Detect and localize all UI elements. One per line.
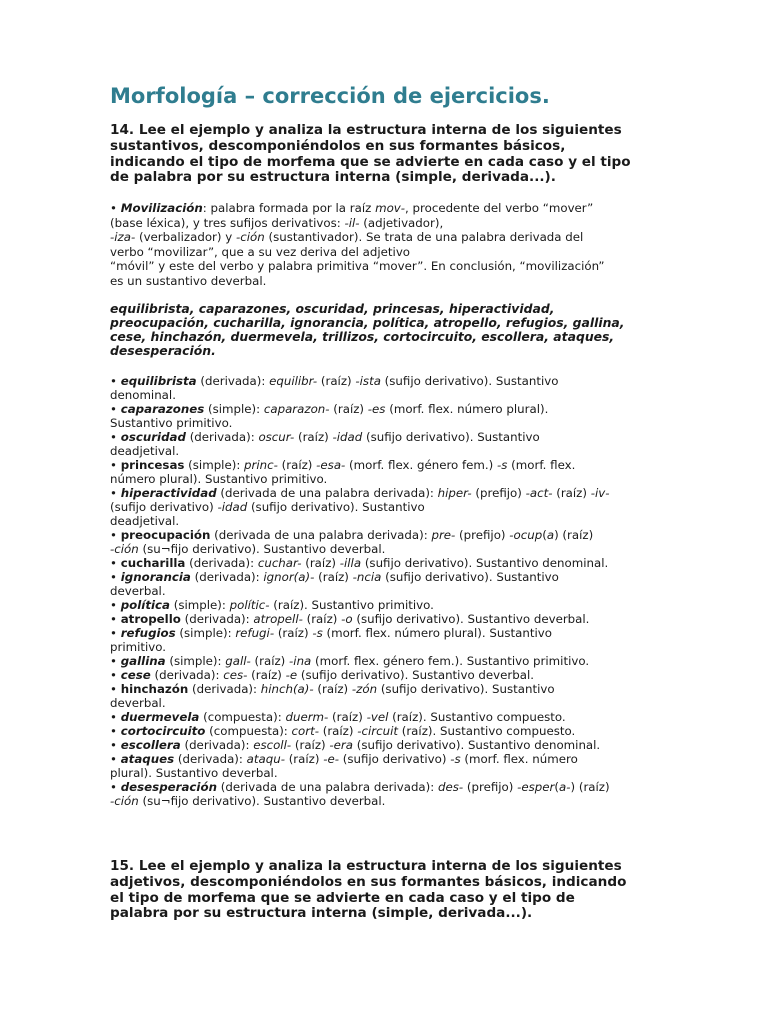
text: (verbalizador) y [135, 230, 236, 244]
bullet: • [110, 486, 117, 500]
bullet: • [110, 598, 117, 612]
morpheme: -illa [339, 556, 362, 570]
text: (derivada): [180, 738, 254, 752]
text: (sufijo derivativo). Sustantivo [362, 430, 540, 444]
text: (simple): [184, 458, 245, 472]
text-line: Sustantivo primitivo. [110, 416, 233, 430]
text: ( [542, 528, 547, 542]
morpheme: oscur- [258, 430, 295, 444]
text-line [110, 654, 670, 668]
answer-word: duermevela [120, 710, 200, 724]
answer-item [110, 556, 670, 570]
bullet: • [110, 654, 117, 668]
text: (raíz) [284, 752, 324, 766]
bullet: • [110, 556, 117, 570]
text: (derivada): [185, 430, 259, 444]
text: (morf. flex. número plural). [385, 402, 549, 416]
text-line [110, 612, 670, 626]
answer-word: gallina [120, 654, 166, 668]
answer-item [110, 682, 670, 710]
text: (simple): [204, 402, 264, 416]
text: (derivada): [190, 570, 264, 584]
morpheme: pre- [431, 528, 456, 542]
morpheme: a- [559, 780, 571, 794]
text: (raíz) [277, 458, 317, 472]
text: (raíz) [302, 612, 342, 626]
text-line [110, 486, 670, 500]
morpheme: -idad [217, 500, 248, 514]
text: (derivada): [174, 752, 247, 766]
text: ) (raíz) [554, 528, 594, 542]
text: (derivada): [150, 668, 224, 682]
answer-word: equilibrista [120, 374, 197, 388]
text-line: sustantivos, descomponiéndolos en sus formantes básicos, [110, 137, 566, 154]
morpheme: -es [367, 402, 386, 416]
text: (sufijo derivativo) [339, 752, 451, 766]
bullet: • [110, 668, 117, 682]
morpheme: cuchar- [257, 556, 302, 570]
text-line: palabra por su estructura interna (simple, derivada...). [110, 905, 533, 922]
text: (raíz). Sustantivo primitivo. [269, 598, 434, 612]
text: (morf. flex. género fem.) [345, 458, 498, 472]
text-line [110, 542, 670, 556]
morpheme: -esper [517, 780, 555, 794]
text: (raíz) [314, 570, 353, 584]
morpheme: -ción [236, 230, 265, 244]
text: (raíz) [552, 486, 591, 500]
morpheme: -e [285, 668, 298, 682]
answer-word: oscuridad [120, 430, 186, 444]
answer-item [110, 402, 670, 430]
text: (morf. flex. [507, 458, 576, 472]
answer-word: cucharilla [120, 556, 186, 570]
text: (raíz). Sustantivo compuesto. [397, 724, 576, 738]
text: , procedente del verbo “mover” [405, 201, 594, 215]
morpheme: atropell- [253, 612, 303, 626]
text-line: cese, hinchazón, duermevela, trillizos, cortocircuito, escollera, ataques, [110, 329, 615, 344]
text-line [110, 682, 670, 696]
text-line: indicando el tipo de morfema que se advierte en cada caso y el tipo [110, 153, 631, 170]
morpheme: -iza- [110, 230, 136, 244]
worked-example [110, 201, 670, 288]
morpheme: princ- [244, 458, 278, 472]
answer-item [110, 528, 670, 556]
text-line: 14. Lee el ejemplo y analiza la estructura interna de los siguientes [110, 122, 622, 138]
text-line [110, 710, 670, 724]
text-line: deverbal. [110, 584, 166, 598]
answer-word: preocupación [120, 528, 211, 542]
text: (simple): [165, 654, 226, 668]
text-line [110, 794, 670, 808]
text-line: verbo “movilizar”, que a su vez deriva del adjetivo [110, 244, 411, 259]
text: (su¬fijo derivativo). Sustantivo deverbal. [138, 794, 386, 808]
bullet: • [110, 710, 117, 724]
morpheme: -zón [351, 682, 378, 696]
text: (raíz) [250, 654, 290, 668]
text: (sustantivador). Se trata de una palabra derivada del [264, 230, 584, 244]
morpheme: -ción [110, 794, 139, 808]
morpheme: ataqu- [246, 752, 285, 766]
text-line: 15. Lee el ejemplo y analiza la estructura interna de los siguientes [110, 858, 622, 874]
bullet: • [110, 374, 117, 388]
morpheme: ces- [223, 668, 248, 682]
morpheme: mov- [375, 201, 406, 215]
morpheme: caparazon- [263, 402, 330, 416]
answer-word: cortocircuito [120, 724, 206, 738]
morpheme: -ista [355, 374, 381, 388]
answer-word: política [120, 598, 170, 612]
text: (raíz) [291, 738, 330, 752]
morpheme: -s [312, 626, 323, 640]
text: (simple): [175, 626, 236, 640]
answer-item [110, 458, 670, 486]
text: (derivada de una palabra derivada): [210, 528, 432, 542]
text: (compuesta): [205, 724, 292, 738]
text-line [110, 201, 670, 216]
text-line [110, 724, 670, 738]
text: (sufijo derivativo) [110, 500, 218, 514]
text-line [110, 528, 670, 542]
morpheme: gall- [225, 654, 251, 668]
answer-item [110, 780, 670, 808]
text: (raíz) [274, 626, 313, 640]
answer-word: caparazones [120, 402, 205, 416]
answer-item [110, 654, 670, 668]
morpheme: a [546, 528, 555, 542]
morpheme: cort- [291, 724, 319, 738]
text: (sufijo derivativo). Sustantivo deverbal. [352, 612, 590, 626]
text-line [110, 556, 670, 570]
text-line [110, 458, 670, 472]
text-line [110, 598, 670, 612]
bullet: • [110, 430, 117, 444]
word-list [110, 302, 670, 358]
bullet: • [110, 528, 117, 542]
text-line: de palabra por su estructura interna (simple, derivada...). [110, 169, 556, 186]
text-line: desesperación. [110, 343, 216, 358]
answer-word: princesas [120, 458, 185, 472]
bullet: • [110, 738, 117, 752]
bullet: • [110, 570, 117, 584]
bullet: • [110, 402, 117, 416]
morpheme: -act- [525, 486, 553, 500]
answer-item [110, 486, 670, 528]
page-title: Morfología – corrección de ejercicios. [110, 84, 550, 108]
answer-word: escollera [120, 738, 181, 752]
text-line [110, 374, 670, 388]
morpheme: -s [450, 752, 461, 766]
answer-item [110, 752, 670, 780]
bullet: • [110, 724, 117, 738]
text-line: equilibrista, caparazones, oscuridad, princesas, hiperactividad, [110, 301, 555, 316]
answer-word: cese [120, 668, 151, 682]
morpheme: polític- [229, 598, 270, 612]
bullet: • [110, 458, 117, 472]
bullet: • [110, 626, 117, 640]
morpheme: ignor(a)- [263, 570, 315, 584]
answer-item [110, 374, 670, 402]
text: (raíz) [301, 556, 340, 570]
text: (su¬fijo derivativo). Sustantivo deverbal. [138, 542, 386, 556]
answer-item [110, 724, 670, 738]
morpheme: -vel [366, 710, 389, 724]
bullet: • [110, 612, 117, 626]
text: (derivada): [180, 612, 254, 626]
exercise-14-prompt [110, 123, 670, 186]
text: (raíz) [313, 682, 352, 696]
text: (compuesta): [199, 710, 286, 724]
morpheme: -iv- [590, 486, 610, 500]
morpheme: refugi- [235, 626, 275, 640]
morpheme: -ocup [509, 528, 543, 542]
text-line: el tipo de morfema que se advierte en cada caso y el tipo de [110, 889, 575, 906]
morpheme: hiper- [437, 486, 472, 500]
morpheme: -e- [323, 752, 339, 766]
text: (morf. flex. número plural). Sustantivo [322, 626, 552, 640]
text: (prefijo) [463, 780, 518, 794]
example-word: Movilización [120, 201, 203, 215]
morpheme: -o [341, 612, 353, 626]
text: (raíz) [294, 430, 333, 444]
text: (raíz) [329, 402, 368, 416]
text-line: “móvil” y este del verbo y palabra primitiva “mover”. En conclusión, “movilización” [110, 259, 605, 273]
text-line: número plural). Sustantivo primitivo. [110, 472, 328, 486]
morpheme: des- [438, 780, 464, 794]
text-line: deadjetival. [110, 514, 180, 528]
bullet: • [110, 201, 117, 215]
text-line [110, 626, 670, 640]
morpheme: -circuit [357, 724, 398, 738]
text: ) (raíz) [570, 780, 610, 794]
text-line [110, 230, 670, 245]
answer-item [110, 626, 670, 654]
morpheme: -esa- [316, 458, 346, 472]
answer-word: refugios [120, 626, 176, 640]
answer-item [110, 668, 670, 682]
answer-word: ataques [120, 752, 175, 766]
answer-word: atropello [120, 612, 181, 626]
bullet: • [110, 682, 117, 696]
text: (adjetivador), [359, 215, 444, 230]
text-line: preocupación, cucharilla, ignorancia, política, atropello, refugios, gallina, [110, 315, 625, 330]
text: (sufijo derivativo). Sustantivo deverbal. [297, 668, 534, 682]
answer-word: hiperactividad [120, 486, 217, 500]
text-line [110, 500, 670, 514]
answer-word: hinchazón [120, 682, 189, 696]
morpheme: -era [329, 738, 353, 752]
text: (sufijo derivativo). Sustantivo [381, 570, 559, 584]
text: (raíz) [318, 724, 358, 738]
answer-item [110, 738, 670, 752]
answer-item [110, 612, 670, 626]
text: (derivada): [188, 682, 261, 696]
text-line [110, 430, 670, 444]
text-line [110, 216, 670, 231]
text: (morf. flex. género fem.). Sustantivo primitivo. [311, 654, 590, 668]
text: (raíz) [328, 710, 367, 724]
morpheme: -ción [110, 542, 139, 556]
answer-item [110, 598, 670, 612]
text-line: adjetivos, descomponiéndolos en sus formantes básicos, indicando [110, 873, 627, 890]
text: (simple): [170, 598, 230, 612]
text-line: deverbal. [110, 696, 166, 710]
text-line: es un sustantivo deverbal. [110, 273, 267, 288]
answer-item [110, 710, 670, 724]
text-line [110, 668, 670, 682]
answer-word: ignorancia [120, 570, 191, 584]
bullet: • [110, 780, 117, 794]
text-line: primitivo. [110, 640, 167, 654]
text-line [110, 738, 670, 752]
morpheme: hinch(a)- [260, 682, 314, 696]
text: (derivada de una palabra derivada): [216, 486, 438, 500]
text: (derivada): [185, 556, 258, 570]
text: (morf. flex. número [460, 752, 578, 766]
text-line [110, 752, 670, 766]
exercise-15-prompt [110, 859, 670, 922]
text: (sufijo derivativo). Sustantivo [377, 682, 555, 696]
morpheme: -ncia [352, 570, 382, 584]
text: : palabra formada por la raíz [202, 201, 376, 215]
text-line [110, 780, 670, 794]
text: (sufijo derivativo). Sustantivo denominal. [361, 556, 609, 570]
text: (derivada): [196, 374, 270, 388]
morpheme: duerm- [285, 710, 329, 724]
bullet: • [110, 752, 117, 766]
text: (prefijo) [471, 486, 526, 500]
answer-item [110, 430, 670, 458]
text: ( [554, 780, 559, 794]
text-line: denominal. [110, 388, 176, 402]
answer-item [110, 570, 670, 598]
morpheme: -s [497, 458, 508, 472]
text-line: deadjetival. [110, 444, 180, 458]
text: (raíz). Sustantivo compuesto. [388, 710, 566, 724]
text: (raíz) [247, 668, 286, 682]
text-line [110, 570, 670, 584]
text-line [110, 402, 670, 416]
text: (raíz) [317, 374, 356, 388]
morpheme: -idad [332, 430, 363, 444]
answers-list [110, 374, 670, 808]
morpheme: -il- [344, 215, 360, 230]
answer-word: desesperación [120, 780, 217, 794]
text: (base léxica), y tres sufijos derivativos: [110, 215, 345, 230]
morpheme: escoll- [253, 738, 292, 752]
text: (sufijo derivativo). Sustantivo [247, 500, 425, 514]
text: (derivada de una palabra derivada): [216, 780, 438, 794]
text: (sufijo derivativo). Sustantivo denominal. [353, 738, 601, 752]
morpheme: equilibr- [269, 374, 318, 388]
morpheme: -ina [289, 654, 312, 668]
text: (prefijo) [455, 528, 510, 542]
text: (sufijo derivativo). Sustantivo [380, 374, 559, 388]
text-line: plural). Sustantivo deverbal. [110, 766, 278, 780]
